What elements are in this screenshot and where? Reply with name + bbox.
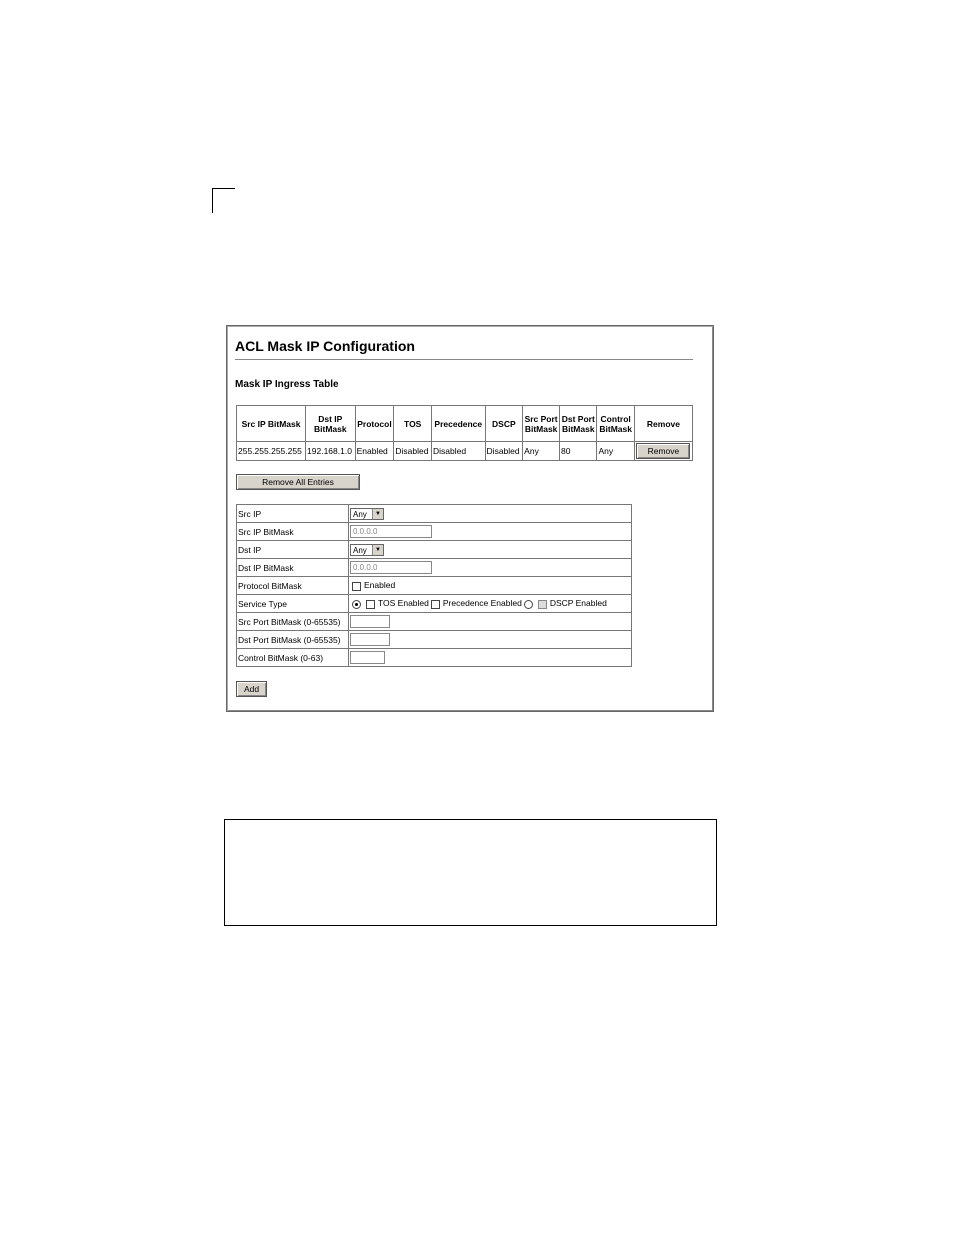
form-row-protocol-bitmask bbox=[237, 577, 632, 595]
src-port-bitmask-input[interactable] bbox=[350, 615, 390, 628]
table-cell: 80 bbox=[560, 442, 597, 461]
protocol-enabled-label: Enabled bbox=[364, 580, 396, 591]
section-title: Mask IP Ingress Table bbox=[235, 379, 339, 390]
column-header: Remove bbox=[634, 406, 692, 442]
dst-port-bitmask-label: Dst Port BitMask (0-65535) bbox=[237, 631, 349, 649]
table-cell: 255.255.255.255 bbox=[237, 442, 306, 461]
title-divider bbox=[235, 359, 693, 360]
precedence-enabled-label: Precedence Enabled bbox=[442, 598, 522, 609]
mask-entry-form bbox=[236, 504, 632, 667]
column-header: Src IP BitMask bbox=[237, 406, 306, 442]
dst-ip-bitmask-label: Dst IP BitMask bbox=[237, 559, 349, 577]
service-type-tos-precedence-radio[interactable] bbox=[352, 600, 361, 609]
form-cell bbox=[349, 631, 632, 649]
column-header: Precedence bbox=[432, 406, 486, 442]
form-row-dst-ip bbox=[237, 541, 632, 559]
form-cell bbox=[349, 577, 632, 595]
form-row-dst-ip-bitmask bbox=[237, 559, 632, 577]
form-row-src-ip-bitmask bbox=[237, 523, 632, 541]
form-row-control-bitmask bbox=[237, 649, 632, 667]
table-cell: Disabled bbox=[485, 442, 523, 461]
src-ip-label: Src IP bbox=[237, 505, 349, 523]
page-corner-mark bbox=[212, 188, 235, 213]
dst-port-bitmask-input[interactable] bbox=[350, 633, 390, 646]
table-row bbox=[237, 442, 693, 461]
remove-button[interactable]: Remove bbox=[636, 443, 690, 459]
table-cell: Enabled bbox=[355, 442, 394, 461]
form-row-service-type bbox=[237, 595, 632, 613]
table-cell bbox=[634, 442, 692, 461]
column-header: DSCP bbox=[485, 406, 523, 442]
table-cell: Disabled bbox=[394, 442, 432, 461]
src-port-bitmask-label: Src Port BitMask (0-65535) bbox=[237, 613, 349, 631]
column-header: Control BitMask bbox=[597, 406, 634, 442]
column-header: Src Port BitMask bbox=[523, 406, 560, 442]
column-header: Dst Port BitMask bbox=[560, 406, 597, 442]
table-cell: Any bbox=[597, 442, 634, 461]
column-header: Protocol bbox=[355, 406, 394, 442]
form-row-src-ip bbox=[237, 505, 632, 523]
note-box bbox=[224, 819, 717, 926]
column-header: Dst IP BitMask bbox=[306, 406, 356, 442]
service-type-dscp-radio[interactable] bbox=[524, 600, 533, 609]
form-cell bbox=[349, 595, 632, 613]
form-cell bbox=[349, 505, 632, 523]
src-ip-selected-value: Any bbox=[353, 509, 367, 519]
control-bitmask-input[interactable] bbox=[350, 651, 385, 664]
table-cell: 192.168.1.0 bbox=[306, 442, 356, 461]
dscp-enabled-checkbox[interactable] bbox=[538, 600, 547, 609]
mask-ip-ingress-table bbox=[236, 405, 693, 461]
form-cell bbox=[349, 649, 632, 667]
add-button[interactable]: Add bbox=[236, 681, 267, 697]
form-cell bbox=[349, 541, 632, 559]
page-title: ACL Mask IP Configuration bbox=[235, 338, 415, 354]
dst-ip-selected-value: Any bbox=[353, 545, 367, 555]
dst-ip-select[interactable] bbox=[350, 544, 384, 556]
form-row-dst-port-bitmask bbox=[237, 631, 632, 649]
form-row-src-port-bitmask bbox=[237, 613, 632, 631]
acl-mask-ip-panel bbox=[226, 325, 714, 712]
precedence-enabled-checkbox[interactable] bbox=[431, 600, 440, 609]
table-cell: Any bbox=[523, 442, 560, 461]
protocol-enabled-checkbox[interactable] bbox=[352, 582, 361, 591]
tos-enabled-checkbox[interactable] bbox=[366, 600, 375, 609]
form-cell bbox=[349, 613, 632, 631]
src-ip-select[interactable] bbox=[350, 508, 384, 520]
table-header-row bbox=[237, 406, 693, 442]
chevron-down-icon: ▼ bbox=[372, 509, 383, 519]
form-cell bbox=[349, 523, 632, 541]
form-cell bbox=[349, 559, 632, 577]
table-cell: Disabled bbox=[432, 442, 486, 461]
column-header: TOS bbox=[394, 406, 432, 442]
tos-enabled-label: TOS Enabled bbox=[378, 598, 429, 609]
dst-ip-bitmask-input[interactable]: 0.0.0.0 bbox=[350, 561, 432, 574]
src-ip-bitmask-input[interactable]: 0.0.0.0 bbox=[350, 525, 432, 538]
service-type-label: Service Type bbox=[237, 595, 349, 613]
dst-ip-label: Dst IP bbox=[237, 541, 349, 559]
control-bitmask-label: Control BitMask (0-63) bbox=[237, 649, 349, 667]
chevron-down-icon: ▼ bbox=[372, 545, 383, 555]
dscp-enabled-label: DSCP Enabled bbox=[549, 598, 607, 609]
protocol-bitmask-label: Protocol BitMask bbox=[237, 577, 349, 595]
src-ip-bitmask-label: Src IP BitMask bbox=[237, 523, 349, 541]
remove-all-entries-button[interactable]: Remove All Entries bbox=[236, 474, 360, 490]
